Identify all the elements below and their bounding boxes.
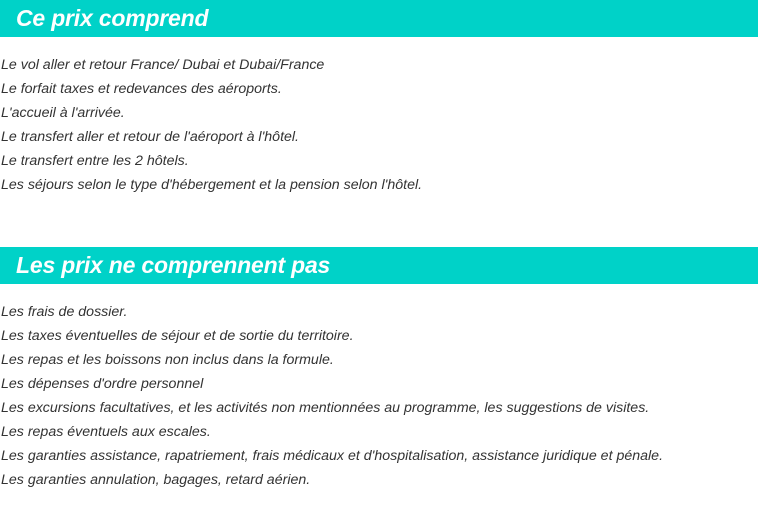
included-items-list	[1, 53, 422, 197]
excluded-items-list	[1, 300, 663, 492]
excluded-item: Les garanties annulation, bagages, retard aérien.	[1, 472, 311, 488]
included-item: Le vol aller et retour France/ Dubai et Dubai/France	[1, 57, 325, 73]
excluded-item: Les repas éventuels aux escales.	[1, 424, 211, 440]
excluded-item: Les dépenses d'ordre personnel	[1, 376, 204, 392]
excluded-section-header	[0, 247, 758, 284]
excluded-item: Les repas et les boissons non inclus dans la formule.	[1, 352, 334, 368]
excluded-item: Les frais de dossier.	[1, 304, 128, 320]
excluded-item: Les excursions facultatives, et les activités non mentionnées au programme, les suggestions de visites.	[1, 400, 650, 416]
included-item: Le forfait taxes et redevances des aéroports.	[1, 81, 282, 97]
included-section-title: Ce prix comprend	[16, 5, 209, 31]
included-item: L'accueil à l'arrivée.	[1, 105, 125, 121]
included-item: Le transfert entre les 2 hôtels.	[1, 153, 189, 169]
included-section-header	[0, 0, 758, 37]
excluded-section-title: Les prix ne comprennent pas	[16, 252, 331, 278]
included-item: Les séjours selon le type d'hébergement et la pension selon l'hôtel.	[1, 177, 423, 193]
excluded-item: Les taxes éventuelles de séjour et de sortie du territoire.	[1, 328, 354, 344]
included-item: Le transfert aller et retour de l'aéroport à l'hôtel.	[1, 129, 299, 145]
excluded-item: Les garanties assistance, rapatriement, frais médicaux et d'hospitalisation, assistance juridique et pénale.	[1, 448, 664, 464]
